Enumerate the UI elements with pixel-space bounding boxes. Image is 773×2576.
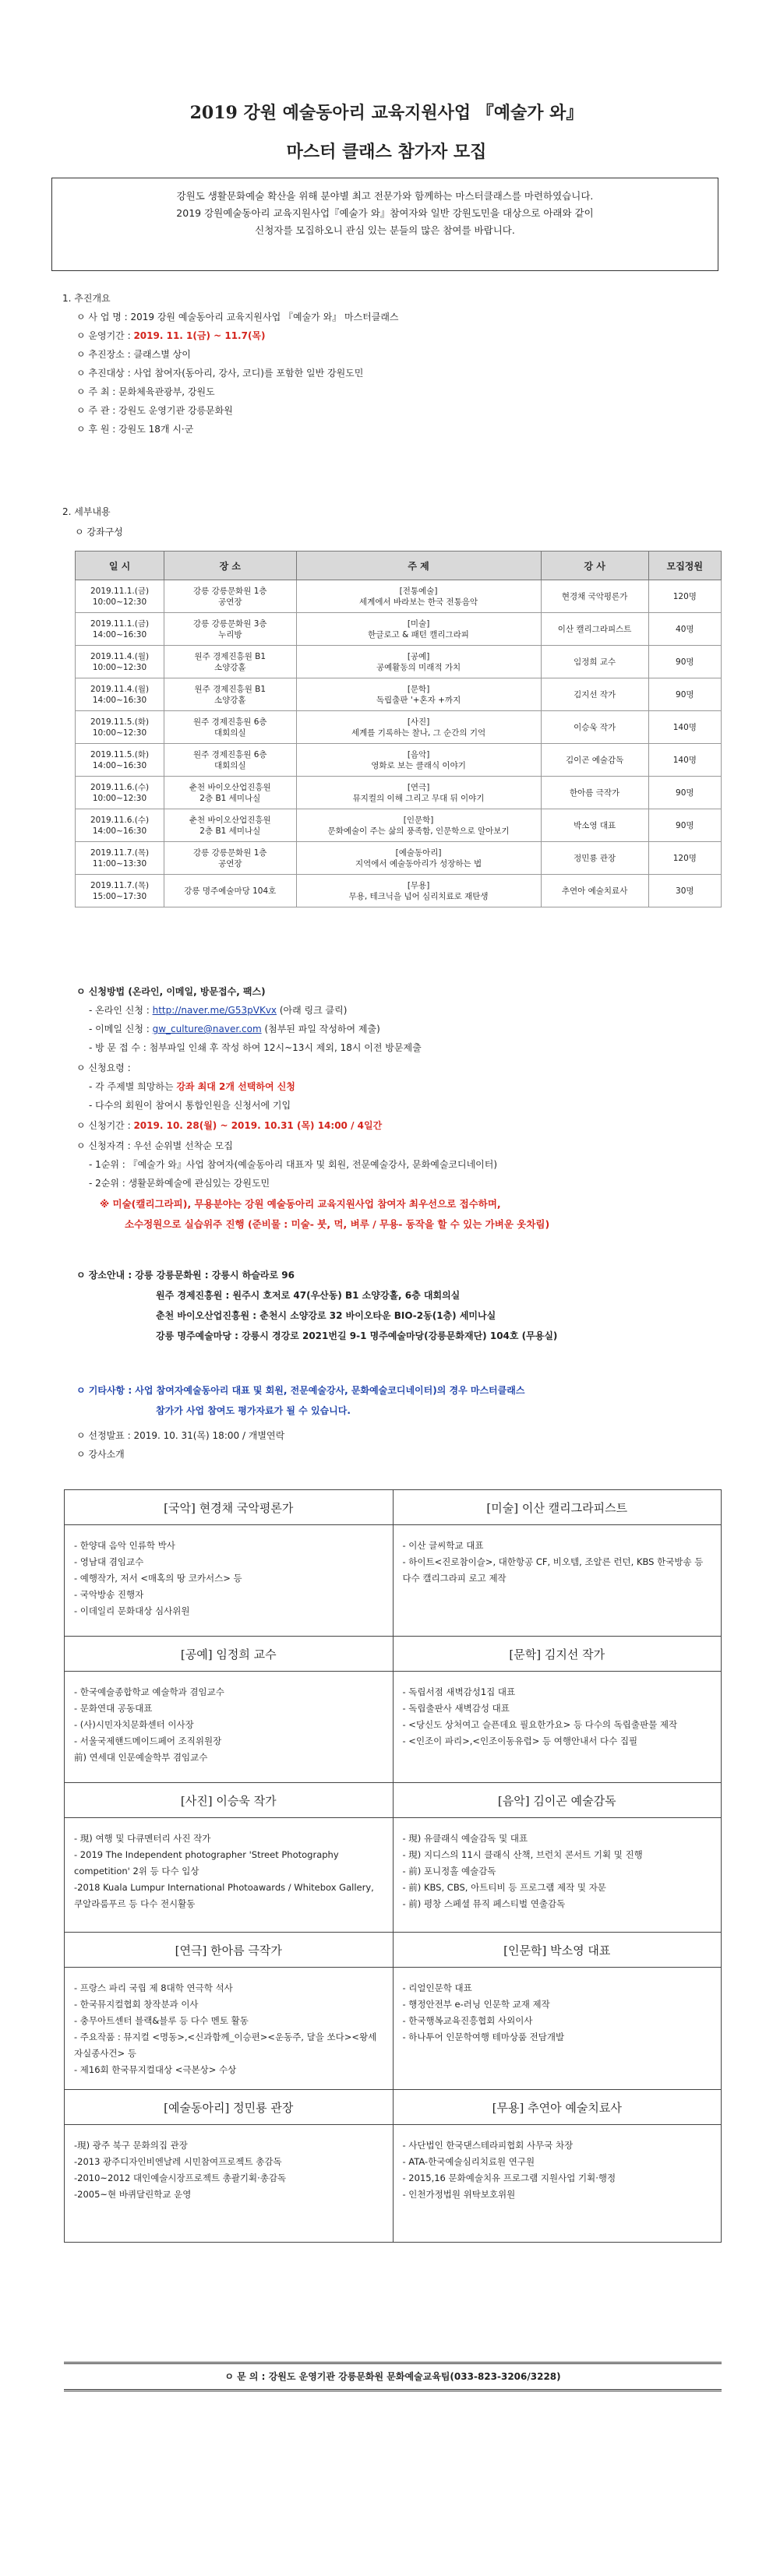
schedule-place — [164, 580, 297, 613]
career-item: - 現) 여행 및 다큐멘터리 사진 작가 — [74, 1833, 211, 1844]
schedule-date — [76, 580, 164, 613]
career-item: - 現) 지디스의 11시 클래식 산책, 브런치 콘서트 기획 및 진행 — [402, 1849, 643, 1860]
schedule-topic — [296, 842, 541, 875]
schedule-date — [76, 711, 164, 744]
career-item: - 이산 글씨학교 대표 — [402, 1540, 484, 1551]
career-item: - 예행작가, 저서 <매혹의 땅 코카서스> 등 — [74, 1573, 242, 1584]
instructor-career — [393, 1672, 722, 1783]
schedule-date-time: 14:00~16:30 — [92, 629, 147, 640]
schedule-table — [75, 551, 722, 907]
overview-item-label: ㅇ 주 최 : — [76, 386, 119, 397]
career-item: - 주요작품 : 뮤지컬 <명동>,<신과함께_이승편><운동주, 달을 쏘다><왕세자실종사건> 등 — [74, 2032, 377, 2059]
schedule-row — [76, 613, 722, 646]
instructor-head-row — [65, 1933, 722, 1968]
career-item: - 독립서점 새벽감성1집 대표 — [402, 1686, 516, 1697]
schedule-place-place1: 춘천 바이오산업진흥원 — [189, 815, 271, 825]
schedule-teacher-teacher: 정민룡 관장 — [574, 853, 616, 863]
schedule-topic-cat: [사진] — [407, 717, 430, 727]
schedule-capacity-cap: 140명 — [672, 755, 697, 765]
overview-item-label: ㅇ 후 원 : — [76, 424, 119, 435]
schedule-row — [76, 777, 722, 809]
apply-qualification-2: - 2순위 : 생활문화예술에 관심있는 강원도민 — [89, 1178, 270, 1189]
career-item: - 한양대 음악 인류학 박사 — [74, 1540, 175, 1551]
schedule-capacity-cap: 90명 — [676, 657, 694, 667]
schedule-teacher-teacher: 김지선 작가 — [574, 689, 616, 700]
instructor-body-row — [65, 1968, 722, 2090]
schedule-capacity-cap: 30명 — [676, 886, 694, 896]
intro-line: 2019 강원예술동아리 교육지원사업『예술가 와』참여자와 일반 강원도민을 대상으로 아래와 같이 — [176, 207, 594, 219]
schedule-place — [164, 744, 297, 777]
col-header-teacher: 강 사 — [541, 551, 648, 580]
schedule-date — [76, 875, 164, 907]
etc-line-2: 참가가 사업 참여도 평가자료가 될 수 있습니다. — [156, 1405, 351, 1416]
intro-line: 강원도 생활문화예술 확산을 위해 분야별 최고 전문가와 함께하는 마스터클래스를 마련하였습니다. — [176, 190, 594, 202]
instructor-career — [393, 1818, 722, 1933]
schedule-capacity — [648, 777, 721, 809]
schedule-topic-topic: 영화로 보는 클래식 이야기 — [371, 760, 466, 770]
schedule-teacher-teacher: 이승욱 작가 — [574, 722, 616, 732]
place-myeongju: 강릉 명주예술마당 : 강릉시 경강로 2021번길 9-1 명주예술마당(강릉문화재단) 104호 (무용실) — [156, 1330, 558, 1341]
place-chuncheon: 춘천 바이오산업진흥원 : 춘천시 소양강로 32 바이오타운 BIO-2동(1층) 세미나실 — [156, 1310, 496, 1321]
instructor-name: [공예] 임정희 교수 — [65, 1637, 394, 1672]
schedule-row — [76, 711, 722, 744]
schedule-place — [164, 842, 297, 875]
schedule-date-date: 2019.11.4.(월) — [90, 684, 150, 694]
schedule-date-date: 2019.11.6.(수) — [90, 815, 150, 825]
schedule-place — [164, 777, 297, 809]
schedule-topic-topic: 세계에서 바라보는 한국 전통음악 — [359, 597, 478, 607]
col-header-topic: 주 제 — [296, 551, 541, 580]
instructor-intro-label: ㅇ 강사소개 — [76, 1449, 125, 1460]
overview-item — [76, 422, 193, 435]
schedule-topic — [296, 875, 541, 907]
schedule-date-time: 14:00~16:30 — [92, 826, 147, 836]
schedule-teacher-teacher: 임정희 교수 — [574, 657, 616, 667]
schedule-date-date: 2019.11.6.(수) — [90, 782, 150, 792]
schedule-topic-topic: 뮤지컬의 이해 그리고 무대 뒤 이야기 — [352, 793, 485, 803]
overview-item-label: ㅇ 운영기간 : — [76, 330, 134, 341]
overview-item-label: ㅇ 사 업 명 : — [76, 312, 131, 322]
schedule-date-date: 2019.11.7.(목) — [90, 848, 150, 858]
instructor-career — [65, 1818, 394, 1933]
schedule-date — [76, 744, 164, 777]
instructor-head-row — [65, 1490, 722, 1525]
career-item: -2010~2012 대인예술시장프로젝트 총괄기획·총감독 — [74, 2173, 287, 2183]
schedule-topic — [296, 613, 541, 646]
overview-item — [76, 385, 215, 398]
schedule-place — [164, 613, 297, 646]
schedule-capacity — [648, 744, 721, 777]
schedule-teacher — [541, 678, 648, 711]
apply-email-link[interactable]: gw_culture@naver.com — [152, 1024, 262, 1034]
place-wonju: 원주 경제진흥원 : 원주시 호저로 47(우산동) B1 소양강홀, 6층 대회의실 — [156, 1290, 461, 1301]
page-subtitle: 마스터 클래스 참가자 모집 — [286, 142, 487, 162]
career-item: - 이데일리 문화대상 심사위원 — [74, 1605, 190, 1616]
schedule-place-place2: 대회의실 — [214, 728, 246, 738]
career-item: - 행정안전부 e-러닝 인문학 교재 제작 — [402, 1999, 550, 2010]
etc-line-1: ㅇ 기타사항 : 사업 참여자예술동아리 대표 및 회원, 전문예술강사, 문화예술코디네이터)의 경우 마스터클래스 — [76, 1385, 525, 1396]
apply-visit: - 방 문 접 수 : 첨부파일 인쇄 후 작성 하여 12시~13시 제외, 18시 이전 방문제출 — [89, 1042, 422, 1053]
col-header-capacity: 모집정원 — [648, 551, 721, 580]
schedule-date — [76, 842, 164, 875]
overview-item-value: 클래스별 상이 — [133, 349, 191, 360]
career-item: 前) 연세대 인문예술학부 겸임교수 — [74, 1752, 208, 1763]
instructor-career — [393, 1968, 722, 2090]
career-item: - 한국뮤지컬협회 창작분과 이사 — [74, 1999, 199, 2010]
instructor-career — [393, 1525, 722, 1637]
schedule-place-place2: 소양강홀 — [214, 662, 246, 672]
places — [76, 1268, 295, 1281]
instructor-body-row — [65, 1525, 722, 1637]
schedule-date-time: 14:00~16:30 — [92, 695, 147, 705]
schedule-topic — [296, 678, 541, 711]
career-item: - 하나투어 인문학여행 테마상품 전담개발 — [402, 2032, 565, 2042]
career-item: - 한국예술종합학교 예술학과 겸임교수 — [74, 1686, 224, 1697]
career-item: - 2015,16 문화예술치유 프로그램 지원사업 기획·행정 — [402, 2173, 616, 2183]
apply-online-note: (아래 링크 클릭) — [277, 1005, 348, 1016]
instructor-body-row — [65, 1818, 722, 1933]
schedule-teacher-teacher: 박소영 대표 — [574, 820, 616, 830]
schedule-topic-topic: 한글로고 & 패턴 캘리그라피 — [368, 629, 469, 640]
schedule-teacher — [541, 842, 648, 875]
schedule-teacher — [541, 613, 648, 646]
schedule-row — [76, 580, 722, 613]
schedule-header-row — [76, 551, 722, 580]
schedule-date-time: 10:00~12:30 — [92, 793, 147, 803]
schedule-capacity — [648, 613, 721, 646]
col-header-date: 일 시 — [76, 551, 164, 580]
schedule-row — [76, 809, 722, 842]
career-item: - 문화연대 공동대표 — [74, 1703, 153, 1714]
instructor-career — [65, 2125, 394, 2243]
schedule-capacity — [648, 842, 721, 875]
overview-item — [76, 329, 266, 342]
apply-period-value: 2019. 10. 28(월) ~ 2019. 10.31 (목) 14:00 / 4일간 — [133, 1120, 383, 1131]
schedule-place-place1: 강릉 강릉문화원 1층 — [193, 586, 267, 596]
schedule-capacity — [648, 711, 721, 744]
schedule-topic — [296, 744, 541, 777]
overview-item-value: 강원도 18개 시·군 — [118, 424, 194, 435]
career-item: - ATA-한국예술심리치료원 연구원 — [402, 2156, 535, 2167]
schedule-teacher — [541, 875, 648, 907]
career-item: - 前) 포니정홀 예술감독 — [402, 1866, 496, 1876]
apply-notice-1: ※ 미술(캘리그라피), 무용분야는 강원 예술동아리 교육지원사업 참여자 최우선으로 접수하며, — [100, 1198, 501, 1210]
instructor-head-row — [65, 1637, 722, 1672]
instructor-career — [65, 1672, 394, 1783]
schedule-capacity — [648, 646, 721, 678]
schedule-teacher — [541, 646, 648, 678]
overview-item-value: 2019 강원 예술동아리 교육지원사업 『예술가 와』 마스터클래스 — [130, 312, 399, 322]
overview-item — [76, 366, 363, 379]
career-item: - 국악방송 진행자 — [74, 1589, 144, 1600]
schedule-date-time: 11:00~13:30 — [92, 858, 147, 869]
schedule-capacity — [648, 875, 721, 907]
instructor-career — [65, 1968, 394, 2090]
apply-guide-1-text: - 각 주제별 희망하는 — [89, 1081, 177, 1092]
schedule-place — [164, 875, 297, 907]
career-item: - 한국행복교육진흥협회 사외이사 — [402, 2015, 533, 2026]
course-composition-label: ㅇ 강좌구성 — [75, 527, 123, 537]
overview-item — [76, 347, 191, 361]
instructor-name: [예술동아리] 정민룡 관장 — [65, 2090, 394, 2125]
schedule-date-date: 2019.11.1.(금) — [90, 586, 150, 596]
schedule-topic-cat: [미술] — [407, 618, 430, 629]
schedule-topic-cat: [무용] — [407, 880, 430, 890]
schedule-place-place2: 누리방 — [218, 629, 242, 640]
schedule-teacher — [541, 777, 648, 809]
career-item: -2005~현 바퀴달린학교 운영 — [74, 2189, 192, 2200]
instructor-name: [인문학] 박소영 대표 — [393, 1933, 722, 1968]
apply-notice-2: 소수정원으로 실습위주 진행 (준비물 : 미술- 붓, 먹, 벼루 / 무용- 동작을 할 수 있는 가벼운 옷차림) — [125, 1218, 550, 1230]
schedule-date-date: 2019.11.5.(화) — [90, 749, 150, 759]
schedule-date-date: 2019.11.5.(화) — [90, 717, 150, 727]
schedule-topic-topic: 독립출판 '+혼자 +까지 — [376, 695, 461, 705]
career-item: -2013 광주디자인비엔날레 시민참여프로젝트 총감독 — [74, 2156, 282, 2167]
career-item: - 인천가정법원 위탁보호위원 — [402, 2189, 516, 2200]
schedule-place-place1: 원주 경제진흥원 B1 — [194, 684, 266, 694]
schedule-place-place2: 2층 B1 세미나실 — [199, 793, 261, 803]
schedule-topic — [296, 777, 541, 809]
instructor-name: [사진] 이승욱 작가 — [65, 1783, 394, 1818]
schedule-row — [76, 842, 722, 875]
career-item: -現) 광주 북구 문화의집 관장 — [74, 2140, 188, 2151]
schedule-place-place1: 강릉 강릉문화원 3층 — [193, 618, 267, 629]
schedule-topic-topic: 세계를 기록하는 찰나, 그 순간의 기억 — [351, 728, 486, 738]
apply-period-label: ㅇ 신청기간 : — [76, 1120, 134, 1131]
schedule-place-place2: 대회의실 — [214, 760, 246, 770]
contact-footer: ㅇ 문 의 : 강원도 운영기관 강릉문화원 문화예술교육팀(033-823-3206/3228) — [64, 2362, 722, 2391]
schedule-topic-topic: 무용, 테크닉을 넘어 심리치료로 재탄생 — [348, 891, 489, 901]
schedule-date — [76, 777, 164, 809]
schedule-capacity-cap: 90명 — [676, 788, 694, 798]
overview-item — [76, 310, 399, 323]
schedule-place-place1: 원주 경제진흥원 B1 — [194, 651, 266, 661]
career-item: - 충무아트센터 블랙&블루 등 다수 멘토 활동 — [74, 2015, 249, 2026]
instructor-career — [65, 1525, 394, 1637]
career-item: - 사단법인 한국댄스테라피협회 사무국 차장 — [402, 2140, 574, 2151]
schedule-topic-topic: 공예활동의 미래적 가치 — [376, 662, 461, 672]
apply-period — [76, 1119, 382, 1132]
overview-item — [76, 403, 233, 417]
schedule-topic-cat: [공예] — [407, 651, 430, 661]
apply-guide-1 — [89, 1080, 295, 1093]
schedule-place-place2: 2층 B1 세미나실 — [199, 826, 261, 836]
career-item: - 제16회 한국뮤지컬대상 <극본상> 수상 — [74, 2064, 237, 2075]
apply-guide-2: - 다수의 회원이 참여시 통합인원을 신청서에 기입 — [89, 1100, 291, 1111]
schedule-teacher-teacher: 김이곤 예술감독 — [565, 755, 624, 765]
place-gangneung-culture: 강릉 강릉문화원 : 강릉시 하슬라로 96 — [135, 1270, 295, 1281]
schedule-date — [76, 678, 164, 711]
instructor-name: [무용] 추연아 예술치료사 — [393, 2090, 722, 2125]
schedule-place — [164, 646, 297, 678]
schedule-capacity-cap: 120명 — [672, 591, 697, 601]
overview-item-value: 강원도 운영기관 강릉문화원 — [118, 405, 233, 416]
schedule-date — [76, 646, 164, 678]
places-label: ㅇ 장소안내 : — [76, 1270, 136, 1281]
career-item: - 前) KBS, CBS, 아트티비 등 프로그램 제작 및 자문 — [402, 1882, 606, 1893]
schedule-place-place1: 강릉 강릉문화원 1층 — [193, 848, 267, 858]
schedule-teacher — [541, 744, 648, 777]
career-item: - 現) 유클래식 예술감독 및 대표 — [402, 1833, 528, 1844]
career-item: - 前) 평창 스페셜 뮤직 페스티벌 연출감독 — [402, 1898, 566, 1909]
schedule-date-date: 2019.11.7.(목) — [90, 880, 150, 890]
schedule-topic — [296, 646, 541, 678]
schedule-capacity-cap: 140명 — [672, 722, 697, 732]
schedule-date — [76, 809, 164, 842]
schedule-row — [76, 744, 722, 777]
instructor-name: [국악] 현경채 국악평론가 — [65, 1490, 394, 1525]
schedule-row — [76, 678, 722, 711]
schedule-topic-cat: [연극] — [407, 782, 430, 792]
schedule-date-time: 10:00~12:30 — [92, 662, 147, 672]
schedule-teacher — [541, 711, 648, 744]
career-item: - 영남대 겸임교수 — [74, 1556, 144, 1567]
schedule-capacity-cap: 40명 — [676, 624, 694, 634]
career-item: - <당신도 상처여고 슬픈데요 필요한가요> 등 다수의 독립출판물 제작 — [402, 1719, 678, 1730]
instructor-head-row — [65, 2090, 722, 2125]
schedule-place-place2: 공연장 — [218, 597, 242, 607]
overview-heading: 1. 추진개요 — [62, 293, 111, 304]
schedule-place-place1: 춘천 바이오산업진흥원 — [189, 782, 271, 792]
schedule-row — [76, 646, 722, 678]
schedule-row — [76, 875, 722, 907]
schedule-teacher-teacher: 한아름 극작가 — [570, 788, 620, 798]
career-item: - 독립출판사 새벽감성 대표 — [402, 1703, 510, 1714]
schedule-date-time: 14:00~16:30 — [92, 760, 147, 770]
schedule-date-time: 15:00~17:30 — [92, 891, 147, 901]
page-title: 2019 강원 예술동아리 교육지원사업 『예술가 와』 — [189, 103, 584, 123]
apply-guide-1-highlight: 강좌 최대 2개 선택하여 신청 — [176, 1081, 295, 1092]
schedule-topic — [296, 580, 541, 613]
schedule-topic-cat: [예술동아리] — [395, 848, 442, 858]
overview-item-label: ㅇ 주 관 : — [76, 405, 119, 416]
schedule-capacity — [648, 809, 721, 842]
col-header-place: 장 소 — [164, 551, 297, 580]
apply-qualification-1: - 1순위 : 『예술가 와』사업 참여자(예술동아리 대표자 및 회원, 전문예술강사, 문화예술코디네이터) — [89, 1159, 498, 1170]
apply-online-link[interactable]: http://naver.me/G53pVKvx — [152, 1005, 277, 1016]
instructor-name: [문학] 김지선 작가 — [393, 1637, 722, 1672]
schedule-teacher-teacher: 현경채 국악평론가 — [561, 591, 628, 601]
schedule-place — [164, 809, 297, 842]
instructor-career — [393, 2125, 722, 2243]
apply-online-label: - 온라인 신청 : — [89, 1005, 153, 1016]
schedule-date-time: 10:00~12:30 — [92, 728, 147, 738]
schedule-capacity-cap: 90명 — [676, 689, 694, 700]
schedule-capacity — [648, 580, 721, 613]
schedule-teacher-teacher: 추연아 예술치료사 — [561, 886, 628, 896]
instructor-body-row — [65, 1672, 722, 1783]
apply-guide: ㅇ 신청요령 : — [76, 1062, 131, 1073]
apply-qualification: ㅇ 신청자격 : 우선 순위별 선착순 모집 — [76, 1140, 233, 1151]
career-item: - 프랑스 파리 국립 제 8대학 연극학 석사 — [74, 1982, 233, 1993]
career-item: -2018 Kuala Lumpur International Photoawards / Whitebox Gallery, 쿠알라룸푸르 등 다수 전시활동 — [74, 1882, 374, 1909]
overview-item-value: 사업 참여자(동아리, 강사, 코디)를 포함한 일반 강원도민 — [133, 368, 364, 379]
schedule-place — [164, 711, 297, 744]
schedule-teacher — [541, 809, 648, 842]
career-item: - 리얼인문학 대표 — [402, 1982, 472, 1993]
details-heading: 2. 세부내용 — [62, 506, 111, 517]
schedule-topic — [296, 711, 541, 744]
overview-item-label: ㅇ 추진장소 : — [76, 349, 134, 360]
schedule-capacity-cap: 90명 — [676, 820, 694, 830]
intro-line: 신청자를 모집하오니 관심 있는 분들의 많은 참여를 바랍니다. — [255, 224, 515, 236]
intro-box — [51, 178, 718, 271]
schedule-topic-cat: [음악] — [407, 749, 430, 759]
overview-item-value: 문화체육관광부, 강원도 — [118, 386, 215, 397]
apply-email-note: (첨부된 파일 작성하여 제출) — [261, 1024, 380, 1034]
schedule-place — [164, 678, 297, 711]
schedule-topic — [296, 809, 541, 842]
instructor-name: [연극] 한아름 극작가 — [65, 1933, 394, 1968]
apply-email-label: - 이메일 신청 : — [89, 1024, 153, 1034]
schedule-date-date: 2019.11.4.(월) — [90, 651, 150, 661]
career-item: - (사)시민자치문화센터 이사장 — [74, 1719, 194, 1730]
instructor-table — [64, 1489, 722, 2243]
career-item: - 2019 The Independent photographer 'Street Photography competition' 2위 등 다수 입상 — [74, 1849, 339, 1876]
schedule-place-place2: 소양강홀 — [214, 695, 246, 705]
schedule-date-time: 10:00~12:30 — [92, 597, 147, 607]
schedule-date — [76, 613, 164, 646]
career-item: - 하이트<진로참이슬>, 대한항공 CF, 비오템, 조알른 런던, KBS 한국방송 등 다수 캘리그라피 로고 제작 — [402, 1556, 704, 1584]
schedule-topic-topic: 지역에서 예술동아리가 성장하는 법 — [355, 858, 482, 869]
career-item: - <인조이 파리>,<인조이동유럽> 등 여행안내서 다수 집필 — [402, 1736, 638, 1746]
instructor-name: [미술] 이산 캘리그라피스트 — [393, 1490, 722, 1525]
schedule-topic-cat: [전통예술] — [399, 586, 438, 596]
overview-item-label: ㅇ 추진대상 : — [76, 368, 134, 379]
schedule-place-place2: 공연장 — [218, 858, 242, 869]
schedule-date-date: 2019.11.1.(금) — [90, 618, 150, 629]
schedule-place-place1: 원주 경제진흥원 6층 — [193, 749, 267, 759]
instructor-body-row — [65, 2125, 722, 2243]
selection-announcement: ㅇ 선정발표 : 2019. 10. 31(목) 18:00 / 개별연락 — [76, 1430, 285, 1441]
apply-email — [89, 1022, 380, 1035]
schedule-topic-cat: [문학] — [407, 684, 430, 694]
schedule-topic-cat: [인문학] — [403, 815, 434, 825]
schedule-topic-topic: 문화예술이 주는 삶의 풍족함, 인문학으로 알아보기 — [327, 826, 510, 836]
instructor-name: [음악] 김이곤 예술감독 — [393, 1783, 722, 1818]
overview-item-value: 2019. 11. 1(금) ~ 11.7(목) — [133, 330, 266, 341]
schedule-capacity — [648, 678, 721, 711]
schedule-place-place1: 강릉 명주예술마당 104호 — [184, 886, 277, 896]
schedule-teacher-teacher: 이산 캘리그라피스트 — [557, 624, 632, 634]
schedule-place-place1: 원주 경제진흥원 6층 — [193, 717, 267, 727]
instructor-head-row — [65, 1783, 722, 1818]
schedule-teacher — [541, 580, 648, 613]
apply-method: ㅇ 신청방법 (온라인, 이메일, 방문접수, 팩스) — [76, 986, 266, 997]
schedule-capacity-cap: 120명 — [672, 853, 697, 863]
career-item: - 서울국제핸드메이드페어 조직위원장 — [74, 1736, 222, 1746]
apply-online — [89, 1003, 347, 1017]
